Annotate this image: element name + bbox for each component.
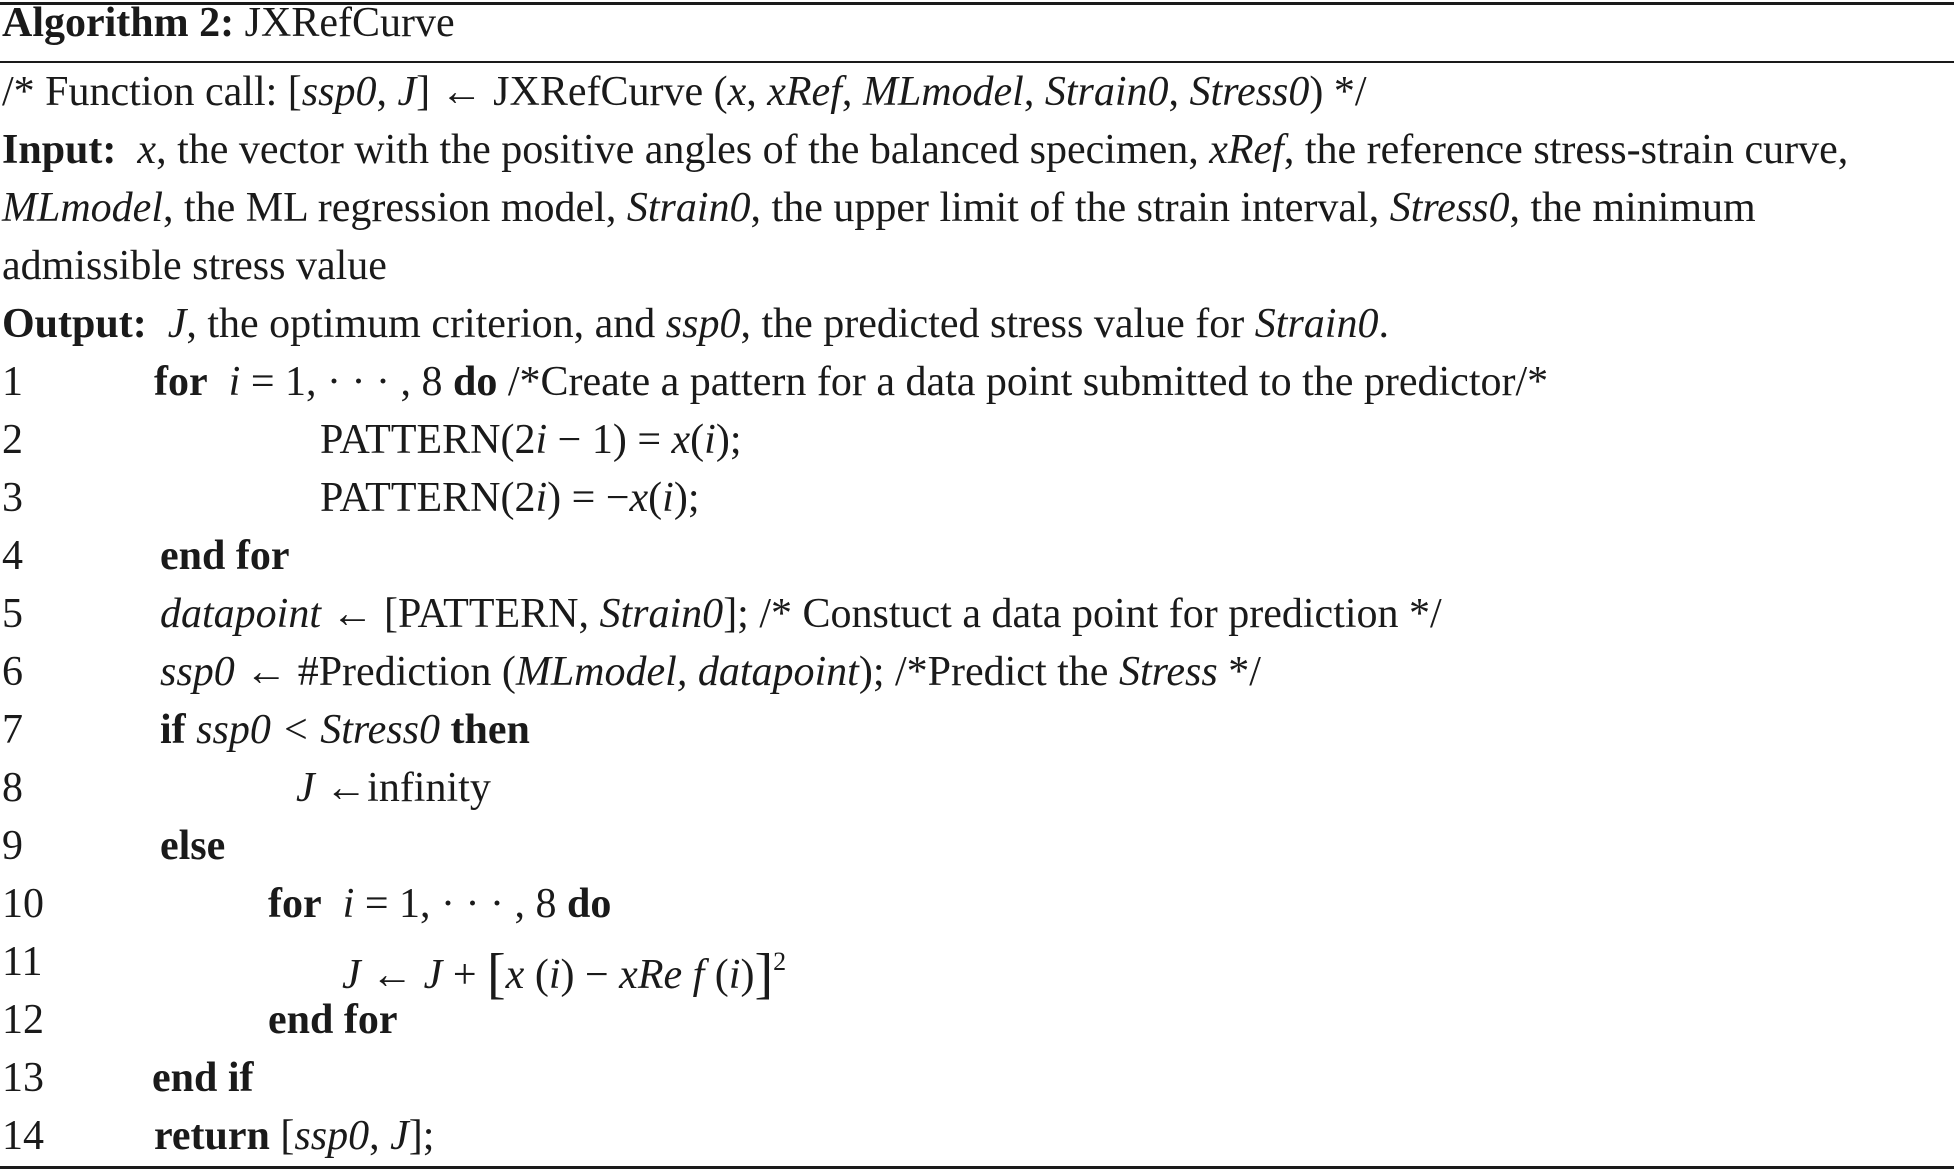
paren-open: ( [648,475,663,521]
code-content [160,588,1442,640]
code-content [160,704,530,756]
keyword-do: do [452,359,498,405]
var-ssp0: ssp0 [294,1113,370,1159]
code-content [160,646,1261,698]
var-x: x [505,952,525,998]
algorithm-caption [2,0,455,49]
line-number: 13 [2,1055,44,1101]
call-arg5: Stress0 [1189,69,1310,115]
keyword-else: else [160,823,226,869]
keyword-for: for [154,359,208,405]
code-content [154,1110,434,1162]
code-content [320,472,700,524]
keyword-then: then [440,707,530,753]
input-var-strain0: Strain0 [626,185,751,231]
input-var-xref: xRef [1209,127,1284,173]
call-c2: , [841,69,863,115]
line-number: 4 [2,533,23,579]
line-number: 3 [2,475,23,521]
output-label: Output: [2,301,147,347]
call-arg2: xRef [767,69,842,115]
code-content [154,356,1548,408]
bracket-open: [ [487,943,506,1005]
code-content [296,762,491,814]
input-text-3: , the ML regression model, [163,185,627,231]
comment: /*Create a pattern for a data point submitted to the predictor/* [497,359,1549,405]
comment: ); /*Predict the [858,649,1119,695]
line-number: 14 [2,1113,44,1159]
call-arg1: x [727,69,747,115]
input-var-x: x [137,127,157,173]
keyword-end-for: end for [160,533,290,579]
var-i: i [535,417,548,463]
var-j: J [342,952,361,998]
input-label: Input: [2,127,117,173]
output-text-2: , the predicted stress value for [740,301,1255,347]
call-c4: , [1168,69,1190,115]
input-text-2: , the reference stress-strain curve, [1283,127,1849,173]
var-strain0: Strain0 [599,591,724,637]
var-xref: xRe f [619,952,705,998]
operator-lt: < [270,707,321,753]
comma: , [369,1113,391,1159]
input-text-5: , the minimum [1509,185,1756,231]
call-ret2: J [397,69,417,115]
pattern-lhs: PATTERN(2 [320,417,536,463]
call-sep1: , [376,69,398,115]
code-line-13 [0,1052,1954,1104]
var-x: x [671,417,691,463]
code-line-11 [0,936,1954,1005]
code-content [268,878,611,930]
call-arg4: Strain0 [1044,69,1169,115]
assign-infinity: ←infinity [314,765,491,811]
paren-close: ); [673,475,700,521]
input-text-1: , the vector with the positive angles of the balanced specimen, [156,127,1210,173]
line-number: 7 [2,707,23,753]
function-call-line [2,66,1367,118]
input-line-1 [2,124,1848,176]
line-number: 10 [2,881,44,927]
comment-end: */ [1217,649,1261,695]
call-mid: ] ← JXRefCurve ( [416,69,728,115]
code-line-10 [0,878,1954,930]
prediction-args: MLmodel, datapoint [515,649,859,695]
var-datapoint: datapoint [160,591,322,637]
call-arg3: MLmodel [862,69,1024,115]
line-number: 6 [2,649,23,695]
output-var-strain0: Strain0 [1254,301,1379,347]
assign: ← [360,952,424,998]
bottom-rule [0,1166,1954,1169]
paren-close: ) [740,952,755,998]
prediction-call: ← #Prediction ( [234,649,516,695]
var-j: J [423,952,443,998]
keyword-end-for: end for [268,997,398,1043]
var-j: J [296,765,315,811]
code-line-2 [0,414,1954,466]
code-line-3 [0,472,1954,524]
bracket-open: [ [269,1113,295,1159]
output-line [2,298,1389,350]
var-stress: Stress [1118,649,1218,695]
call-c3: , [1023,69,1045,115]
bracket-close: ] [754,943,774,1005]
code-line-6 [0,646,1954,698]
call-ret1: ssp0 [301,69,377,115]
var-i: i [548,952,561,998]
var-ssp0: ssp0 [160,649,235,695]
expr-mid: ) = − [547,475,630,521]
code-line-1 [0,356,1954,408]
loop-range: = 1, · · · , 8 [240,359,453,405]
output-text-1: , the optimum criterion, and [186,301,666,347]
line-number: 9 [2,823,23,869]
var-i: i [704,417,716,463]
exponent: 2 [773,947,787,976]
keyword-if: if [160,707,186,753]
line-number: 5 [2,591,23,637]
call-close: ) */ [1309,69,1367,115]
call-c1: , [746,69,768,115]
var-stress0: Stress0 [320,707,440,753]
comment: ]; /* Constuct a data point for prediction */ [723,591,1442,637]
input-var-stress0: Stress0 [1389,185,1510,231]
loop-var: i [228,359,241,405]
algorithm-label: Algorithm 2: [2,0,235,46]
minus: ) − [560,952,620,998]
code-line-14 [0,1110,1954,1162]
code-content [342,936,787,1005]
input-var-mlmodel: MLmodel [2,185,163,231]
paren-open: ( [690,417,705,463]
input-text-6: admissible stress value [2,243,387,289]
line-number: 8 [2,765,23,811]
var-j: J [390,1113,409,1159]
keyword-end-if: end if [152,1055,254,1101]
code-line-7 [0,704,1954,756]
header-rule [0,61,1954,63]
loop-range: = 1, · · · , 8 [354,881,567,927]
code-content [320,414,742,466]
input-line-2 [2,182,1756,234]
line-number: 1 [2,359,23,405]
code-line-12 [0,994,1954,1046]
keyword-for: for [268,881,322,927]
line-number: 11 [2,939,43,985]
pattern-lhs: PATTERN(2 [320,475,536,521]
input-text-4: , the upper limit of the strain interval, [750,185,1390,231]
code-line-8 [0,762,1954,814]
output-text-3: . [1378,301,1389,347]
var-ssp0: ssp0 [185,707,271,753]
var-x: x [629,475,649,521]
plus: + [442,952,487,998]
algorithm-name: JXRefCurve [244,0,455,46]
bracket-close: ]; [408,1113,435,1159]
call-open: /* Function call: [ [2,69,302,115]
code-line-9 [0,820,1954,872]
output-var-j: J [167,301,187,347]
line-number: 12 [2,997,44,1043]
code-line-5 [0,588,1954,640]
keyword-return: return [154,1113,270,1159]
paren-open: ( [524,952,549,998]
loop-var: i [342,881,355,927]
expr-mid: − 1) = [547,417,672,463]
input-line-3 [2,240,387,292]
var-i: i [662,475,674,521]
line-number: 2 [2,417,23,463]
paren-close: ); [715,417,742,463]
keyword-do: do [566,881,612,927]
paren-open: ( [704,952,729,998]
output-var-ssp0: ssp0 [665,301,741,347]
var-i: i [728,952,741,998]
code-line-4 [0,530,1954,582]
var-i: i [535,475,548,521]
assign: ← [PATTERN, [321,591,600,637]
